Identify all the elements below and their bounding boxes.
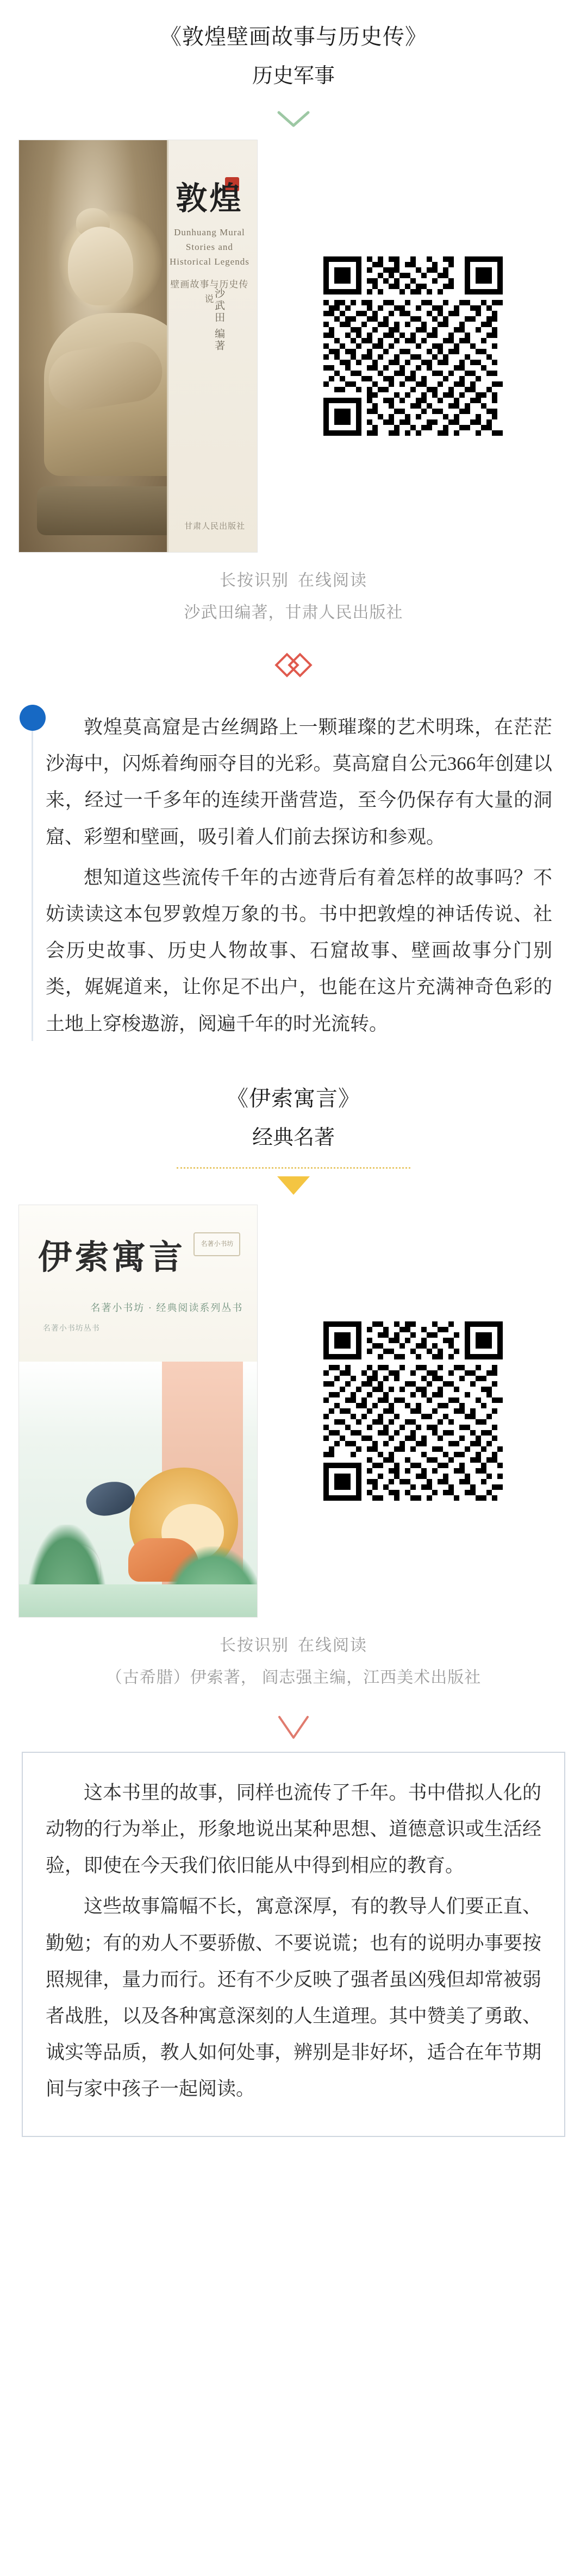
page-title: 《敦煌壁画故事与历史传》 bbox=[160, 24, 427, 49]
scan-hint-b-2: 在线阅读 bbox=[298, 1637, 367, 1655]
cover-subtitle-cn-2: 名著小书坊 · 经典阅读系列丛书 bbox=[90, 1302, 243, 1313]
scan-hint-a: 长按识别 bbox=[220, 571, 289, 590]
cover-subtitle-cn: 壁画故事与历史传说 bbox=[170, 279, 249, 304]
cover-publisher: 甘肃人民出版社 bbox=[184, 522, 246, 531]
v-divider-icon bbox=[261, 1713, 326, 1743]
dotted-separator bbox=[177, 1167, 410, 1169]
diamond-divider-icon bbox=[255, 649, 332, 687]
scan-hint-dunhuang bbox=[0, 567, 587, 591]
qr-code-dunhuang-wrap bbox=[258, 140, 569, 553]
triangle-down-icon bbox=[277, 1176, 310, 1195]
paragraph: 这些故事篇幅不长，寓意深厚，有的教导人们要正直、勤勉；有的劝人不要骄傲、不要说谎；也有的说明办事要按照规律，量力而行。还有不少反映了强者虽凶残但却常被弱者战胜，以及各种寓意深刻的人生道理。其中赞美了勇敢、诚实等品质，教人如何处事，辨别是非好坏，适合在年节期间与家中孩子一起阅读。 bbox=[46, 1896, 541, 2100]
qr-code-aesop[interactable] bbox=[323, 1321, 503, 1501]
qr-code-aesop-wrap bbox=[258, 1205, 569, 1618]
dunhuang-byline: 沙武田编著，甘肃人民出版社 bbox=[184, 603, 403, 622]
cover-illustration bbox=[19, 140, 167, 552]
dunhuang-book-row bbox=[0, 130, 587, 553]
cover-subtitle-en: Dunhuang Mural Stories and Historical Legends bbox=[169, 227, 249, 267]
aesop-description bbox=[22, 1752, 565, 2137]
section-1-header bbox=[0, 0, 587, 94]
aesop-book-row bbox=[0, 1195, 587, 1618]
cover-badge: 名著小书坊 bbox=[193, 1232, 240, 1256]
cover-title: 敦煌 bbox=[176, 181, 243, 217]
chevron-down-icon bbox=[274, 108, 313, 130]
quote-rail bbox=[32, 720, 33, 1041]
quote-bullet-icon bbox=[20, 705, 46, 731]
scan-hint-aesop bbox=[0, 1632, 587, 1656]
dunhuang-book-cover bbox=[18, 140, 258, 553]
cover-title-2: 伊索寓言 bbox=[38, 1239, 186, 1276]
qr-code-dunhuang[interactable] bbox=[323, 256, 503, 436]
aesop-byline: （古希腊）伊索著， 阎志强主编，江西美术出版社 bbox=[105, 1669, 482, 1687]
cover-illustration-2 bbox=[19, 1362, 257, 1617]
cover-subtitle-en-2: 名著小书坊丛书 bbox=[42, 1324, 100, 1333]
cover-author: 沙武田 编著 bbox=[213, 288, 225, 353]
paragraph: 这本书里的故事，同样也流传了千年。书中借拟人化的动物的行为举止，形象地说出某种思想、道德意识或生活经验，即使在今天我们依旧能从中得到相应的教育。 bbox=[46, 1782, 541, 1877]
scan-hint-a-2: 长按识别 bbox=[220, 1637, 289, 1655]
aesop-book-cover bbox=[18, 1205, 258, 1618]
dunhuang-description bbox=[0, 704, 587, 1063]
paragraph: 敦煌莫高窟是古丝绸路上一颗璀璨的艺术明珠，在茫茫沙海中，闪烁着绚丽夺目的光彩。莫高窟自公元366年创建以来，经过一千多年的连续开凿营造，至今仍保存有大量的洞窟、彩塑和壁画，吸引着人们前去探访和参观。 bbox=[46, 717, 552, 848]
paragraph: 想知道这些流传千年的古迹背后有着怎样的故事吗？不妨读读这本包罗敦煌万象的书。书中把敦煌的神话传说、社会历史故事、历史人物故事、石窟故事、壁画故事分门别类，娓娓道来，让你足不出户，也能在这片充满神奇色彩的土地上穿梭遨游，阅遍千年的时光流转。 bbox=[46, 867, 552, 1035]
page-subtitle-2: 经典名著 bbox=[252, 1126, 335, 1149]
section-2-header bbox=[0, 1063, 587, 1195]
page-subtitle: 历史军事 bbox=[252, 65, 335, 87]
scan-hint-b: 在线阅读 bbox=[298, 571, 367, 590]
page-title-2: 《伊索寓言》 bbox=[227, 1086, 360, 1111]
